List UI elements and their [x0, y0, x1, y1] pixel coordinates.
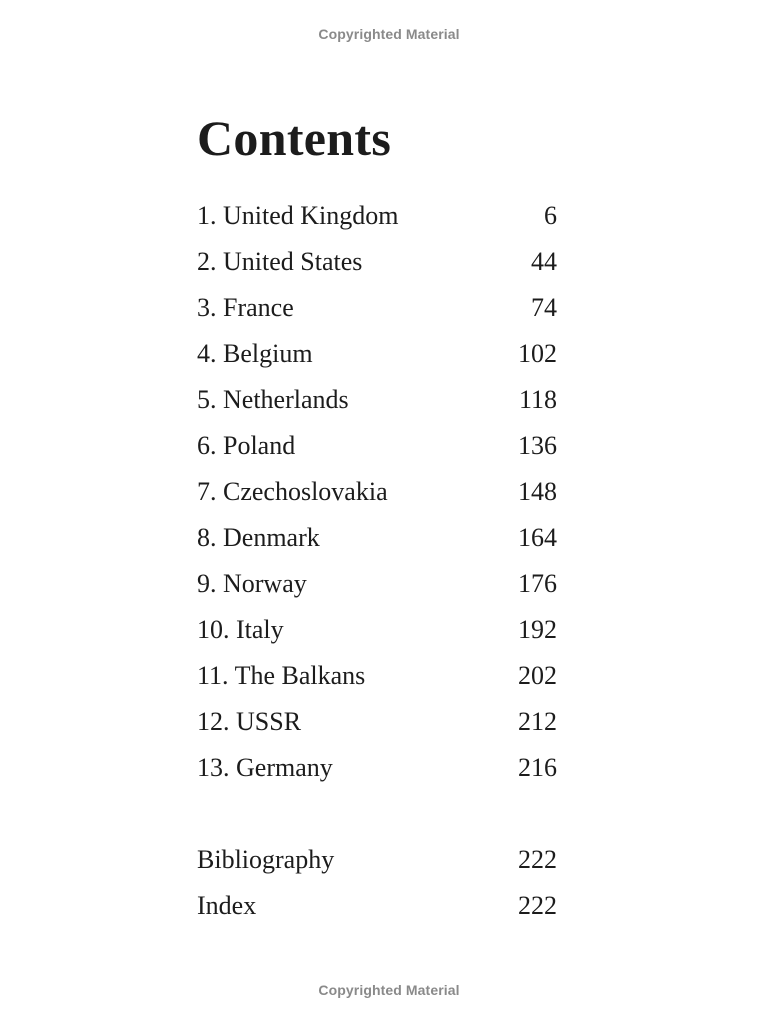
toc-entry-page: 44 — [531, 247, 557, 276]
toc-entry-chapter-7 — [197, 472, 557, 518]
toc-entry-chapter-1 — [197, 196, 557, 242]
toc-entry-label: 11. The Balkans — [197, 661, 366, 690]
toc-entry-page: 176 — [518, 569, 557, 598]
toc-entry-chapter-8 — [197, 518, 557, 564]
toc-entry-chapter-13 — [197, 748, 557, 794]
copyright-watermark-bottom: Copyrighted Material — [318, 982, 460, 998]
toc-entry-chapter-9 — [197, 564, 557, 610]
toc-entry-label: 10. Italy — [197, 615, 284, 644]
toc-entry-page: 222 — [518, 845, 557, 874]
toc-entry-page: 102 — [518, 339, 557, 368]
toc-entry-chapter-5 — [197, 380, 557, 426]
toc-entry-label: 5. Netherlands — [197, 385, 349, 414]
toc-entry-label: 13. Germany — [197, 753, 333, 782]
toc-entry-page: 164 — [518, 523, 557, 552]
copyright-watermark-top: Copyrighted Material — [318, 26, 460, 42]
toc-entry-label: 12. USSR — [197, 707, 302, 736]
toc-entry-chapter-10 — [197, 610, 557, 656]
toc-entry-page: 192 — [518, 615, 557, 644]
toc-entry-page: 136 — [518, 431, 557, 460]
toc-entry-chapter-11 — [197, 656, 557, 702]
toc-entry-page: 74 — [531, 293, 557, 322]
toc-entry-page: 202 — [518, 661, 557, 690]
table-of-contents — [197, 196, 557, 932]
toc-entry-index — [197, 886, 557, 932]
toc-entry-page: 222 — [518, 891, 557, 920]
toc-entry-page: 216 — [518, 753, 557, 782]
toc-entry-page: 118 — [518, 385, 557, 414]
toc-entry-chapter-12 — [197, 702, 557, 748]
toc-entry-chapter-2 — [197, 242, 557, 288]
toc-entry-label: 1. United Kingdom — [197, 201, 399, 230]
page-title: Contents — [197, 110, 392, 166]
toc-entry-label: 3. France — [197, 293, 294, 322]
toc-entry-chapter-3 — [197, 288, 557, 334]
toc-entry-chapter-6 — [197, 426, 557, 472]
toc-entry-page: 212 — [518, 707, 557, 736]
toc-entry-label: 8. Denmark — [197, 523, 320, 552]
toc-entry-label: 4. Belgium — [197, 339, 313, 368]
toc-entry-bibliography — [197, 840, 557, 886]
toc-entry-label: 6. Poland — [197, 431, 296, 460]
toc-entry-page: 148 — [518, 477, 557, 506]
toc-entry-label: 9. Norway — [197, 569, 307, 598]
toc-entry-label: 7. Czechoslovakia — [197, 477, 388, 506]
toc-entry-chapter-4 — [197, 334, 557, 380]
toc-entry-label: Index — [197, 891, 257, 920]
toc-entry-page: 6 — [544, 201, 557, 230]
toc-entry-label: Bibliography — [197, 845, 335, 874]
toc-entry-label: 2. United States — [197, 247, 363, 276]
